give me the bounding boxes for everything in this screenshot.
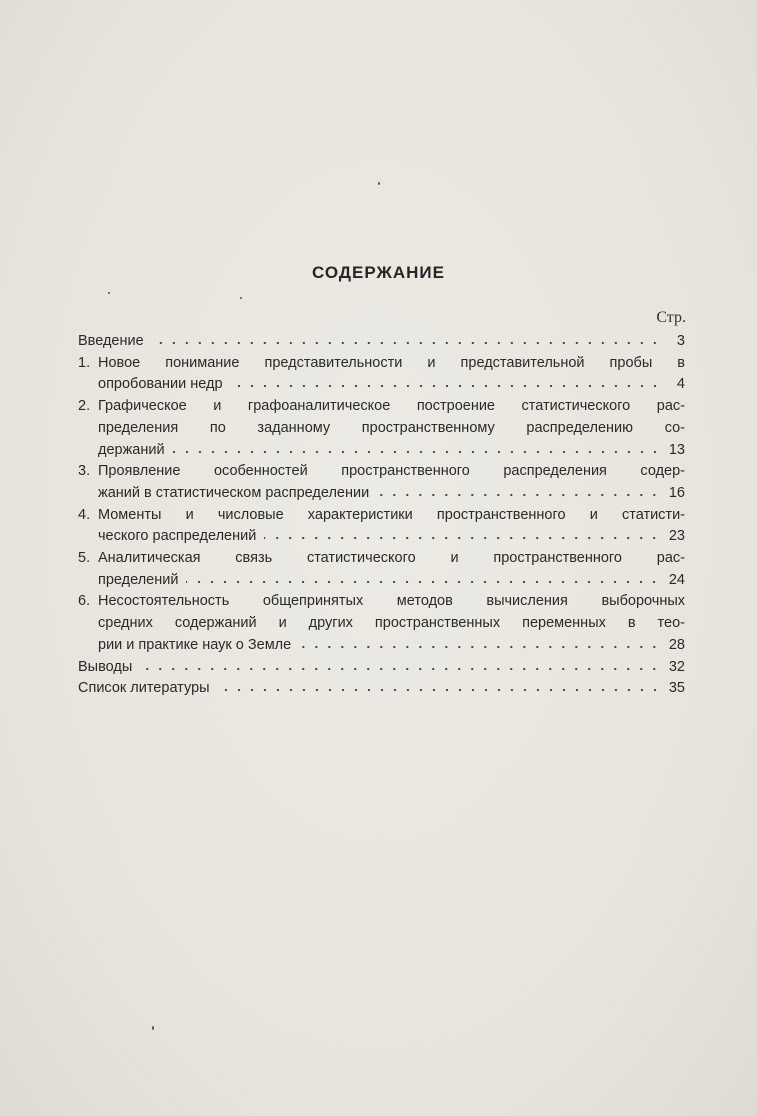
entry-title-line: Графическое и графоаналитическое построение статистического рас- <box>98 398 685 415</box>
entry-last-line <box>98 635 685 657</box>
page-number: 3 <box>676 333 685 349</box>
entry-title-line: Проявление особенностей пространственного распределения содер- <box>98 463 685 480</box>
entry-number: 6. <box>78 593 91 610</box>
table-of-contents <box>78 331 685 700</box>
dot-leader <box>140 667 661 671</box>
toc-entry[interactable] <box>78 353 685 396</box>
entry-title-line: пределения по заданному пространственному распределению со- <box>98 419 685 436</box>
page-number: 16 <box>668 484 685 501</box>
paper-speck <box>378 182 380 185</box>
dot-leader <box>173 450 661 454</box>
entry-last-line <box>98 440 685 462</box>
entry-last-line <box>98 374 685 396</box>
entry-title-line: Несостоятельность общепринятых методов вычисления выборочных <box>98 593 685 610</box>
entry-title-line: средних содержаний и других пространственных переменных в тео- <box>98 615 685 632</box>
toc-entry[interactable] <box>78 331 685 353</box>
entry-title-line: Моменты и числовые характеристики пространственного и статисти- <box>98 506 685 523</box>
paper-speck <box>152 1026 154 1030</box>
entry-title-line: жаний в статистическом распределении <box>98 484 370 501</box>
dot-leader <box>218 688 661 692</box>
toc-entry[interactable] <box>78 591 685 656</box>
entry-title-line: ческого распределений <box>98 528 257 545</box>
page-number: 32 <box>668 658 685 675</box>
dot-leader <box>264 536 661 540</box>
entry-last-line <box>78 678 685 700</box>
page-number: 4 <box>676 376 685 393</box>
toc-entry[interactable] <box>78 678 685 700</box>
entry-number: 4. <box>78 506 91 523</box>
toc-entry[interactable] <box>78 548 685 591</box>
entry-title-line: Аналитическая связь статистического и пространственного рас- <box>98 550 685 567</box>
toc-entry[interactable] <box>78 396 685 461</box>
entry-title-line: Список литературы <box>78 680 210 697</box>
entry-title-line: Введение <box>78 333 144 349</box>
page-column-header: Стр. <box>656 309 686 326</box>
entry-title-line: рии и практике наук о Земле <box>98 636 292 653</box>
entry-number: 1. <box>78 354 91 371</box>
entry-title-line: опробовании недр <box>98 376 223 393</box>
toc-entry[interactable] <box>78 505 685 548</box>
dot-leader <box>231 384 661 388</box>
entry-title-line: Выводы <box>78 658 133 675</box>
dot-leader <box>186 580 661 584</box>
page-number: 13 <box>668 441 685 458</box>
paper-speck <box>108 292 110 294</box>
page-number: 23 <box>668 528 685 545</box>
dot-leader <box>299 645 661 649</box>
toc-entry[interactable] <box>78 461 685 504</box>
entry-last-line <box>78 331 685 353</box>
toc-entry[interactable] <box>78 657 685 679</box>
entry-number: 5. <box>78 550 91 567</box>
entry-last-line <box>98 570 685 592</box>
entry-number: 2. <box>78 398 91 415</box>
entry-last-line <box>98 526 685 548</box>
paper-speck <box>240 297 242 299</box>
entry-title-line: Новое понимание представительности и представительной пробы в <box>98 354 685 371</box>
dot-leader <box>152 341 661 345</box>
entry-last-line <box>78 657 685 679</box>
entry-last-line <box>98 483 685 505</box>
page-number: 28 <box>668 636 685 653</box>
entry-number: 3. <box>78 463 91 480</box>
page-number: 35 <box>668 680 685 697</box>
entry-title-line: держаний <box>98 441 165 458</box>
dot-leader <box>377 493 661 497</box>
page-number: 24 <box>668 571 685 588</box>
entry-title-line: пределений <box>98 571 179 588</box>
toc-title: СОДЕРЖАНИЕ <box>312 263 445 282</box>
